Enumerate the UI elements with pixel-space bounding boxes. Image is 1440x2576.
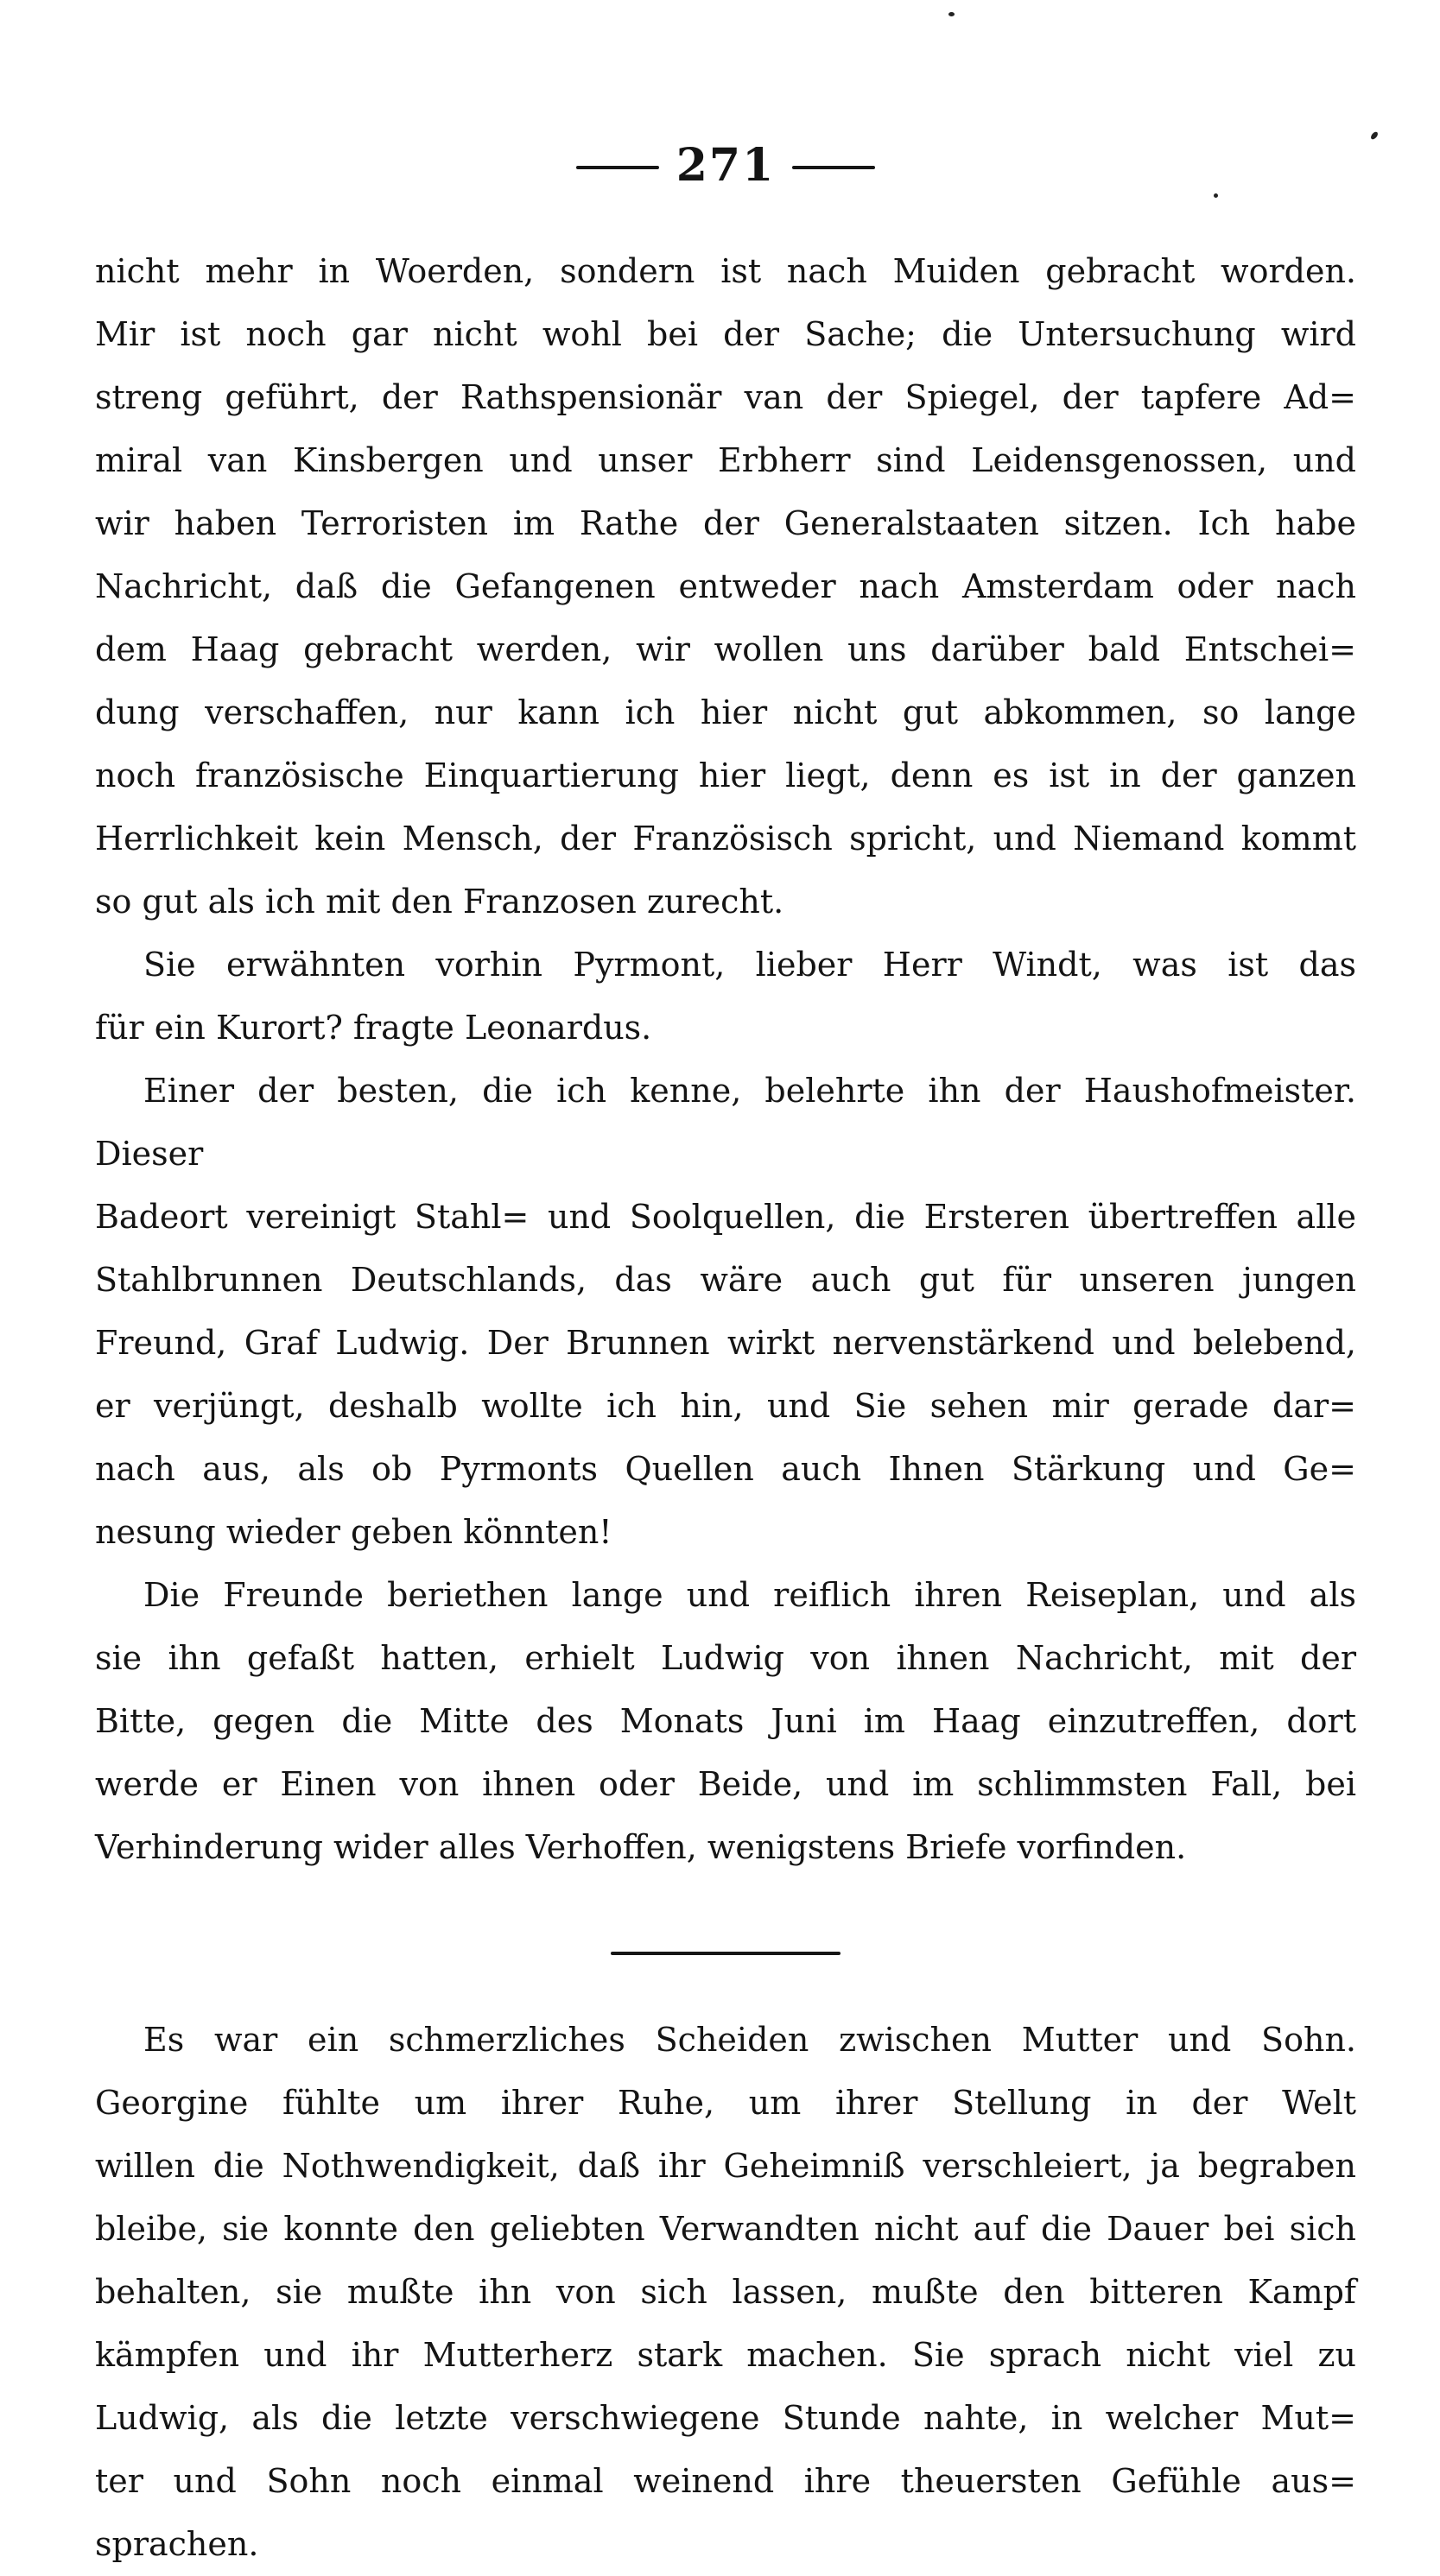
text-line: miral van Kinsbergen und unser Erbherr sind Leidensgenossen, und <box>95 441 1356 479</box>
text-line: noch französische Einquartierung hier liegt, denn es ist in der ganzen <box>95 756 1356 794</box>
text-line: ter und Sohn noch einmal weinend ihre theuersten Gefühle aus= <box>95 2462 1356 2500</box>
text-line: nesung wieder geben könnten! <box>95 1513 612 1551</box>
page-number: 271 <box>676 139 776 192</box>
text-line: bleibe, sie konnte den geliebten Verwandten nicht auf die Dauer bei sich <box>95 2210 1356 2248</box>
paragraph <box>95 1564 1356 1879</box>
text-line: Georgine fühlte um ihrer Ruhe, um ihrer Stellung in der Welt <box>95 2084 1356 2122</box>
text-line: Freund, Graf Ludwig. Der Brunnen wirkt nervenstärkend und belebend, <box>95 1324 1356 1362</box>
header-rule-left <box>576 166 659 169</box>
text-line: so gut als ich mit den Franzosen zurecht. <box>95 883 784 921</box>
text-line: sie ihn gefaßt hatten, erhielt Ludwig von ihnen Nachricht, mit der <box>95 1639 1356 1677</box>
text-line: Herrlichkeit kein Mensch, der Französisch spricht, und Niemand kommt <box>95 820 1356 858</box>
text-line: Sie erwähnten vorhin Pyrmont, lieber Herr Windt, was ist das <box>143 946 1356 984</box>
text-line: Es war ein schmerzliches Scheiden zwischen Mutter und Sohn. <box>143 2021 1356 2059</box>
paragraph <box>95 2009 1356 2576</box>
text-line: nicht mehr in Woerden, sondern ist nach Muiden gebracht worden. <box>95 252 1356 290</box>
text-line: Bitte, gegen die Mitte des Monats Juni im Haag einzutreffen, dort <box>95 1702 1356 1740</box>
text-line: kämpfen und ihr Mutterherz stark machen. Sie sprach nicht viel zu <box>95 2336 1356 2374</box>
text-line: dem Haag gebracht werden, wir wollen uns darüber bald Entschei= <box>95 630 1356 668</box>
text-line: Verhinderung wider alles Verhoffen, wenigstens Briefe vorfinden. <box>95 1828 1187 1866</box>
text-line: Die Freunde beriethen lange und reiflich ihren Reiseplan, und als <box>143 1576 1356 1614</box>
text-line: Mir ist noch gar nicht wohl bei der Sache; die Untersuchung wird <box>95 315 1356 353</box>
book-page <box>95 0 1356 2576</box>
text-line: nach aus, als ob Pyrmonts Quellen auch Ihnen Stärkung und Ge= <box>95 1450 1356 1488</box>
text-line: dung verschaffen, nur kann ich hier nicht gut abkommen, so lange <box>95 693 1356 731</box>
text-line: streng geführt, der Rathspensionär van der Spiegel, der tapfere Ad= <box>95 378 1356 416</box>
scan-speck <box>1369 130 1379 141</box>
paragraph <box>95 240 1356 934</box>
text-line: behalten, sie mußte ihn von sich lassen, mußte den bitteren Kampf <box>95 2273 1356 2311</box>
text-line: wir haben Terroristen im Rathe der Generalstaaten sitzen. Ich habe <box>95 504 1356 542</box>
paragraph <box>95 1060 1356 1564</box>
section-separator <box>611 1952 841 1955</box>
page-header <box>95 139 1356 192</box>
text-line: sprachen. <box>95 2525 259 2563</box>
text-line: Ludwig, als die letzte verschwiegene Stunde nahte, in welcher Mut= <box>95 2399 1356 2437</box>
text-line: Stahlbrunnen Deutschlands, das wäre auch gut für unseren jungen <box>95 1261 1356 1299</box>
text-line: Nachricht, daß die Gefangenen entweder nach Amsterdam oder nach <box>95 567 1356 605</box>
text-line: werde er Einen von ihnen oder Beide, und im schlimmsten Fall, bei <box>95 1765 1356 1803</box>
text-line: Einer der besten, die ich kenne, belehrte ihn der Haushofmeister. Dieser <box>95 1072 1356 1173</box>
body-text <box>95 240 1356 2576</box>
header-rule-right <box>792 166 875 169</box>
text-line: für ein Kurort? fragte Leonardus. <box>95 1009 652 1047</box>
paragraph <box>95 934 1356 1060</box>
text-line: er verjüngt, deshalb wollte ich hin, und Sie sehen mir gerade dar= <box>95 1387 1356 1425</box>
text-line: Badeort vereinigt Stahl= und Soolquellen, die Ersteren übertreffen alle <box>95 1198 1356 1236</box>
text-line: willen die Nothwendigkeit, daß ihr Geheimniß verschleiert, ja begraben <box>95 2147 1356 2185</box>
